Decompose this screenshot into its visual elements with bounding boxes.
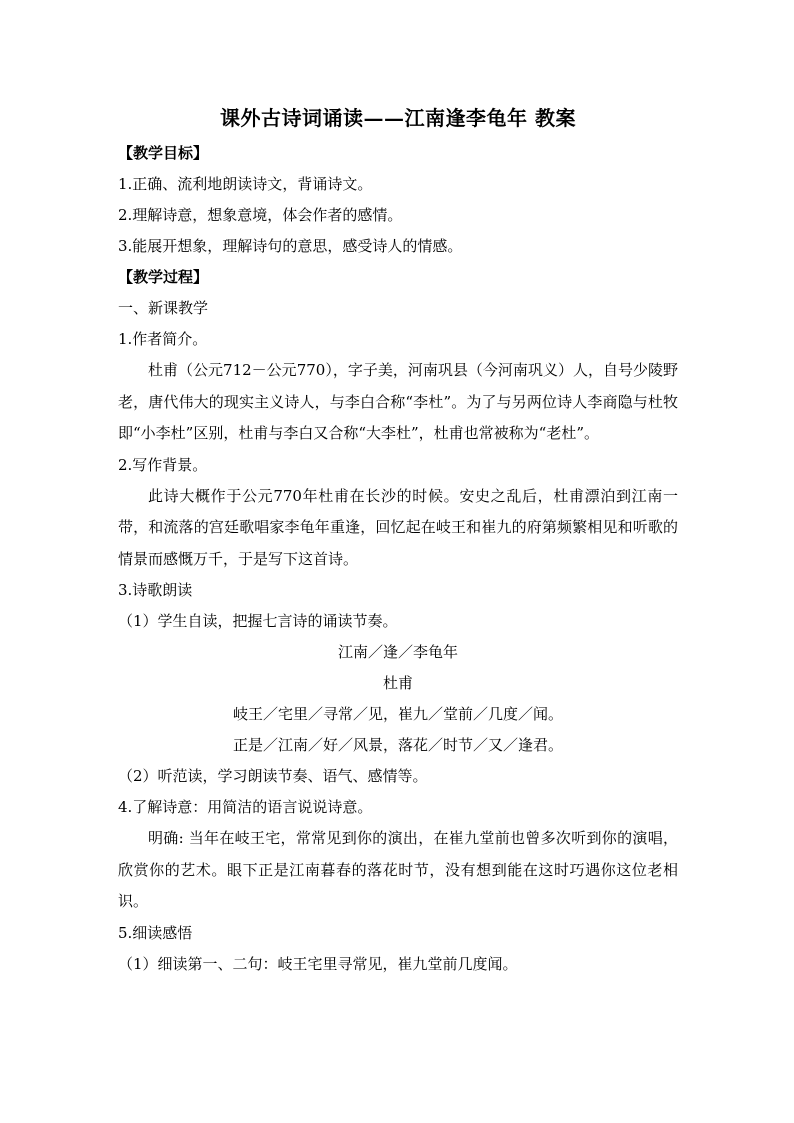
background-paragraph: 此诗大概作于公元770年杜甫在长沙的时候。安史之乱后，杜甫漂泊到江南一带，和流落的宫廷歌唱家李龟年重逢，回忆起在岐王和崔九的府第频繁相见和听歌的情景而感慨万千，于是写下这首诗。 [118, 486, 678, 568]
goal-item-1: 1.正确、流利地朗读诗文，背诵诗文。 [118, 175, 373, 193]
poem-line-2: 正是／江南／好／风景，落花／时节／又／逢君。 [232, 736, 563, 754]
section-one-heading: 一、新课教学 [118, 299, 209, 317]
poem-line-1: 岐王／宅里／寻常／见，崔九／堂前／几度／闻。 [232, 705, 563, 723]
document-content [118, 104, 678, 980]
reading-step-1: （1）学生自读，把握七言诗的诵读节奏。 [118, 612, 398, 630]
reading-heading: 3.诗歌朗读 [118, 581, 193, 599]
appreciation-step-1: （1）细读第一、二句：岐王宅里寻常见，崔九堂前几度闻。 [118, 954, 518, 973]
poem-title: 江南／逢／李龟年 [337, 643, 458, 661]
author-heading: 1.作者简介。 [118, 330, 208, 348]
goal-item-2: 2.理解诗意，想象意境，体会作者的感情。 [118, 206, 403, 224]
reading-step-2: （2）听范读，学习朗读节奏、语气、感情等。 [118, 767, 428, 785]
meaning-paragraph: 明确: 当年在岐王宅，常常见到你的演出，在崔九堂前也曾多次听到你的演唱，欣赏你的艺术。眼下正是江南暮春的落花时节，没有想到能在这时巧遇你这位老相识。 [118, 829, 678, 910]
background-heading: 2.写作背景。 [118, 455, 208, 474]
appreciation-heading: 5.细读感悟 [118, 923, 193, 942]
process-heading: 【教学过程】 [118, 268, 209, 286]
goal-item-3: 3.能展开想象，理解诗句的意思，感受诗人的情感。 [118, 237, 463, 255]
author-paragraph: 杜甫（公元712－公元770），字子美，河南巩县（今河南巩义）人，自号少陵野老，唐代伟大的现实主义诗人，与李白合称“李杜”。为了与另两位诗人李商隐与杜牧即“小李杜”区别，杜甫与李白又合称“大李杜”，杜甫也常被称为“老杜”。 [118, 361, 678, 442]
document-title: 课外古诗词诵读——江南逢李龟年 教案 [220, 106, 576, 130]
goals-heading: 【教学目标】 [118, 144, 209, 162]
meaning-heading: 4.了解诗意：用简洁的语言说说诗意。 [118, 798, 373, 816]
poem-author: 杜甫 [382, 674, 413, 692]
